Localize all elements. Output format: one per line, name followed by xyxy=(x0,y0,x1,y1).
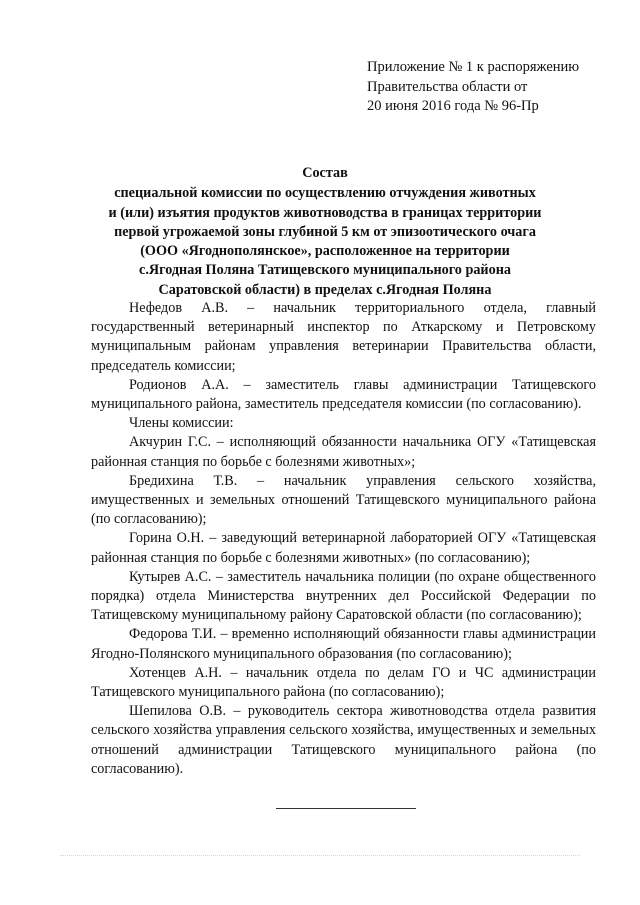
member-kutyrev: Кутырев А.С. – заместитель начальника полиции (по охране общественного порядка) отдела Министерства внутренних дел Российской Федерации по Татищевскому муниципальному району Саратовской области (по согласованию); xyxy=(91,568,596,624)
title-line-2: и (или) изъятия продуктов животноводства в границах территории xyxy=(108,204,542,221)
title-line-1: специальной комиссии по осуществлению отчуждения животных xyxy=(114,185,536,202)
member-deputy-chairman: Родионов А.А. – заместитель главы администрации Татищевского муниципального района, заместитель председателя комиссии (по согласованию). xyxy=(91,376,596,413)
member-akchurin: Акчурин Г.С. – исполняющий обязанности начальника ОГУ «Татищевская районная станция по борьбе с болезнями животных»; xyxy=(91,434,596,470)
document-title xyxy=(60,164,590,300)
members-label: Члены комиссии: xyxy=(129,415,234,432)
member-bredikhina: Бредихина Т.В. – начальник управления сельского хозяйства, имущественных и земельных отношений Татищевского муниципального района (по согласованию); xyxy=(91,472,596,528)
member-khotentsev: Хотенцев А.Н. – начальник отдела по делам ГО и ЧС администрации Татищевского муниципального района (по согласованию); xyxy=(91,664,596,701)
appendix-line-1: Приложение № 1 к распоряжению xyxy=(367,59,580,75)
title-line-6: Саратовской области) в пределах с.Ягодная Поляна xyxy=(158,281,492,298)
closing-divider xyxy=(276,808,416,809)
title-line-3: первой угрожаемой зоны глубиной 5 км от эпизоотического очага xyxy=(114,223,536,240)
commission-members-list xyxy=(91,299,596,779)
title-main: Состав xyxy=(302,165,348,181)
member-gorina: Горина О.Н. – заведующий ветеринарной лабораторией ОГУ «Татищевская районная станция по борьбе с болезнями животных» (по согласованию); xyxy=(91,530,596,566)
title-line-4: (ООО «Ягоднополянское», расположенное на территории xyxy=(140,243,510,260)
member-fedorova: Федорова Т.И. – временно исполняющий обязанности главы администрации Ягодно-Полянского муниципального образования (по согласованию); xyxy=(91,626,596,662)
appendix-line-2: Правительства области от xyxy=(367,78,528,95)
appendix-line-3: 20 июня 2016 года № 96-Пр xyxy=(367,98,539,114)
title-line-5: с.Ягодная Поляна Татищевского муниципального района xyxy=(139,262,511,279)
member-chairman: Нефедов А.В. – начальник территориального отдела, главный государственный ветеринарный инспектор по Аткарскому и Петровскому муниципальным районам управления ветеринарии Правительства области, председатель комиссии; xyxy=(91,300,596,374)
appendix-header xyxy=(367,58,579,117)
scan-artifact-line xyxy=(60,855,580,859)
member-shepilova: Шепилова О.В. – руководитель сектора животноводства отдела развития сельского хозяйства управления сельского хозяйства, имущественных и земельных отношений администрации Татищевского муниципального района (по согласованию). xyxy=(91,703,596,777)
